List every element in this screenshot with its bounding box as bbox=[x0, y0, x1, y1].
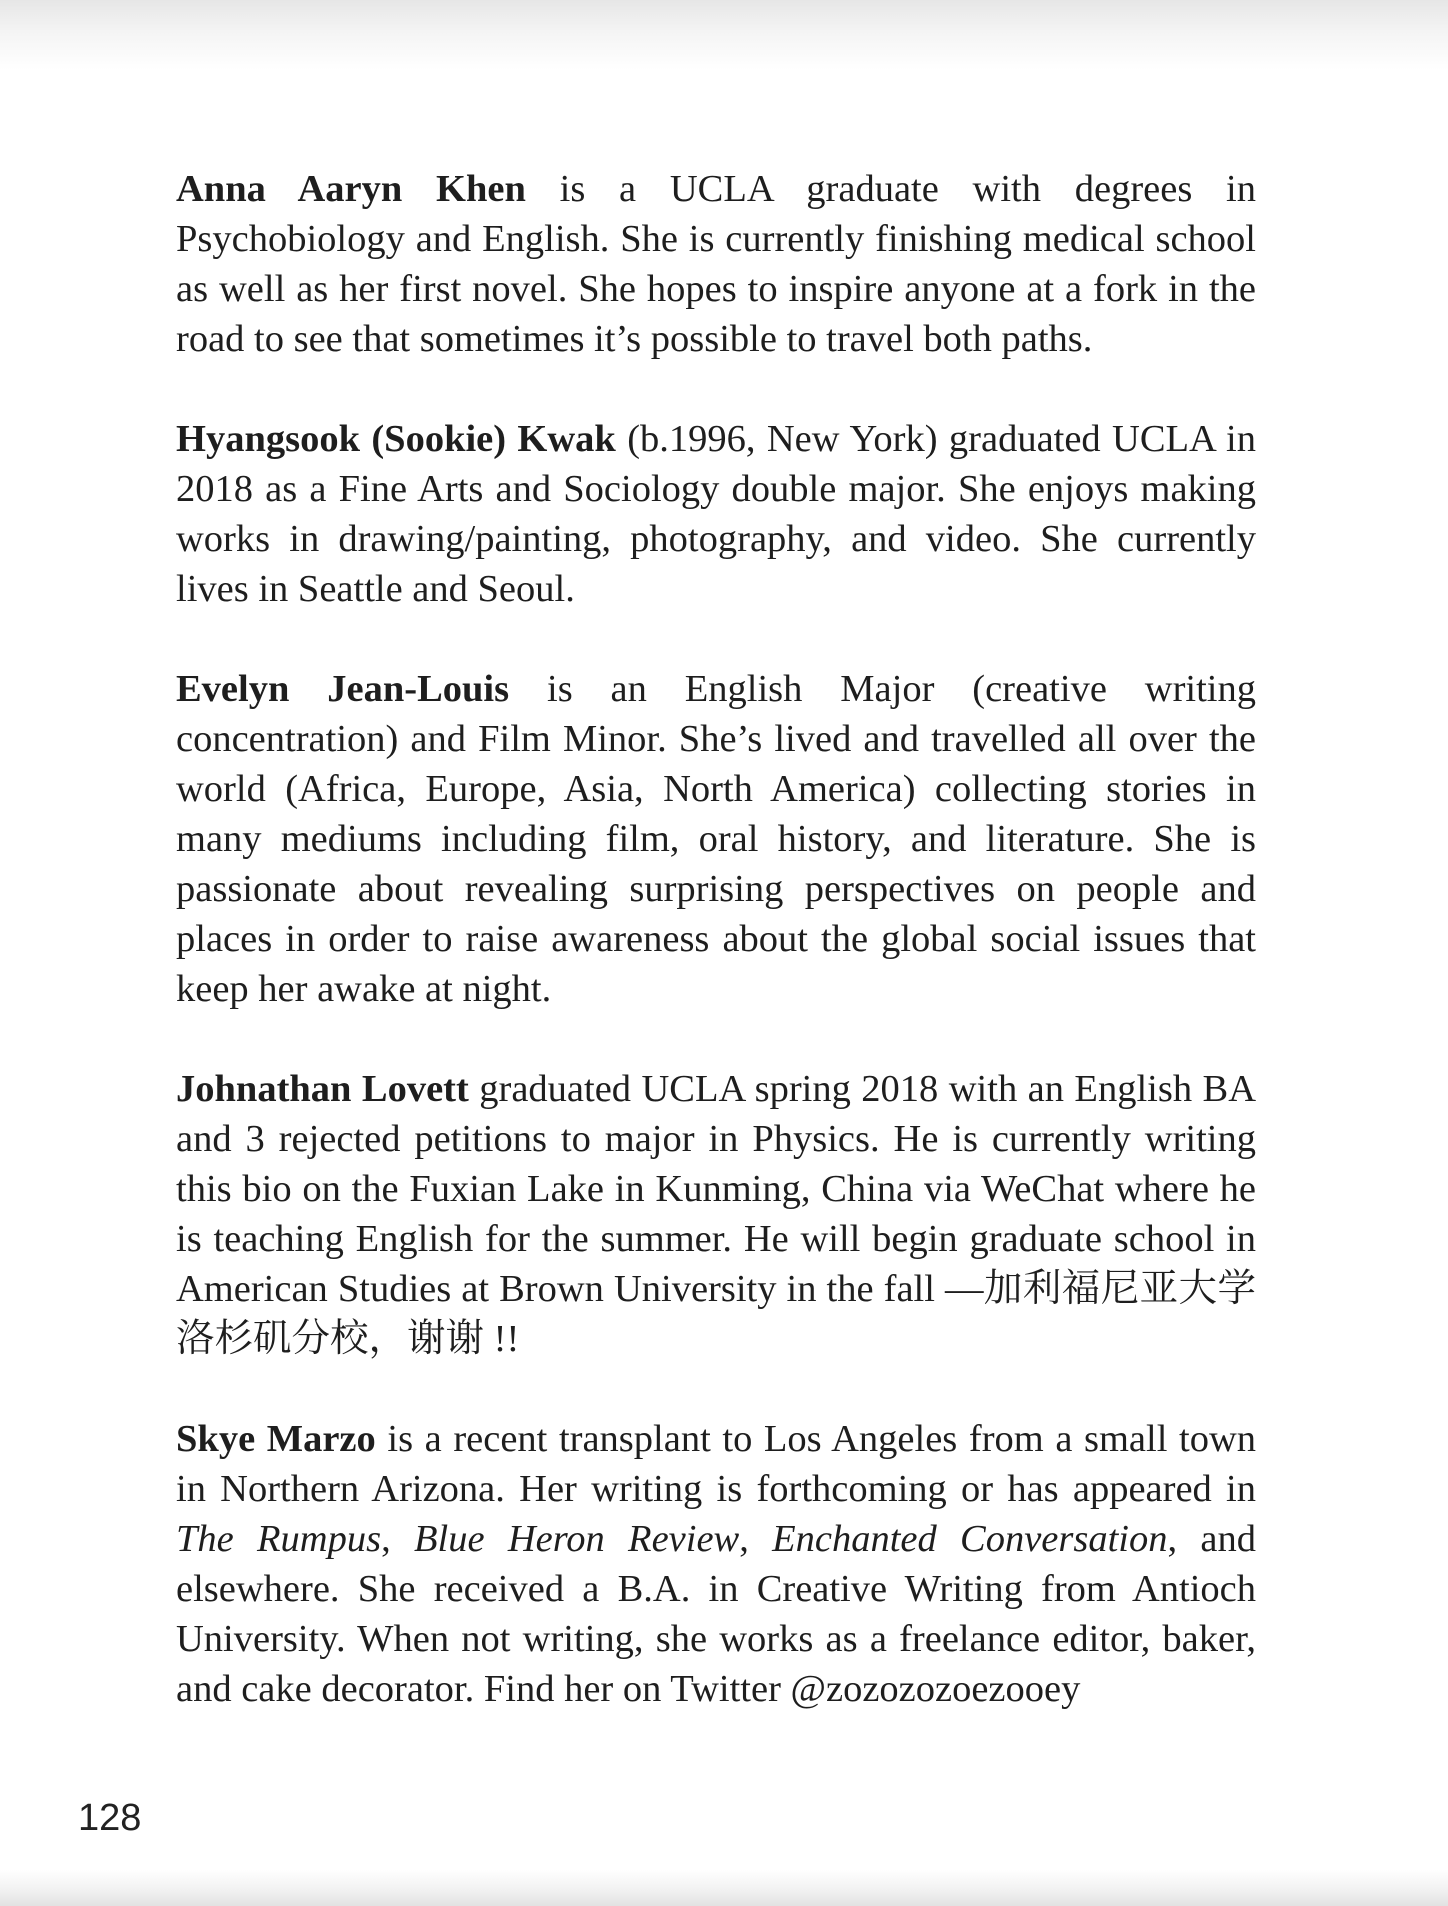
bio-name: Johnathan Lovett bbox=[176, 1068, 469, 1110]
bio-text: (b.1996, New York) graduated UCLA in 2018 as a Fine Arts and Sociology double major. She enjoys making works in drawing/painting, photography, and video. She currently lives in Seattle and Seoul. bbox=[176, 418, 1256, 610]
bio-text: is an English Major (creative writing concentration) and Film Minor. She’s lived and travelled all over the world (Africa, Europe, Asia, North America) collecting stories in many mediums including film, oral history, and literature. She is passionate about revealing surprising perspectives on people and places in order to raise awareness about the global social issues that keep her awake at night. bbox=[176, 668, 1256, 1010]
bio-name: Evelyn Jean-Louis bbox=[176, 668, 510, 710]
bio-text: , bbox=[739, 1518, 773, 1560]
bio-text: graduated UCLA spring 2018 with an English BA and 3 rejected petitions to major in Physics. He is currently writing this bio on the Fuxian Lake in Kunming, China via WeChat where he is teaching English for the summer. He will begin graduate school in American Studies at Brown University in the fall —加利福尼亚大学洛杉矶分校，谢谢 !! bbox=[176, 1068, 1256, 1360]
bio-text: is a recent transplant to Los Angeles from a small town in Northern Arizona. Her writing is forthcoming or has appeared in bbox=[176, 1418, 1256, 1510]
bio-name: Skye Marzo bbox=[176, 1418, 376, 1460]
bio-name: Anna Aaryn Khen bbox=[176, 168, 526, 210]
publication-title: The Rumpus bbox=[176, 1518, 382, 1560]
contributor-bios bbox=[176, 164, 1256, 1764]
bio-johnathan-lovett bbox=[176, 1064, 1256, 1364]
publication-title: Blue Heron Review bbox=[414, 1518, 740, 1560]
bio-anna-aaryn-khen bbox=[176, 164, 1256, 364]
bio-evelyn-jean-louis bbox=[176, 664, 1256, 1014]
bio-text: , and elsewhere. She received a B.A. in Creative Writing from Antioch University. When not writing, she works as a freelance editor, baker, and cake decorator. Find her on Twitter @zozozozoezooey bbox=[176, 1518, 1257, 1710]
page-top-shadow bbox=[0, 0, 1448, 70]
bio-skye-marzo bbox=[176, 1414, 1256, 1714]
publication-title: Enchanted Conversation bbox=[772, 1518, 1168, 1560]
bio-name: Hyangsook (Sookie) Kwak bbox=[176, 418, 616, 460]
bio-text: , bbox=[381, 1518, 414, 1560]
page-number: 128 bbox=[78, 1797, 142, 1839]
bio-text: is a UCLA graduate with degrees in Psychobiology and English. She is currently finishing medical school as well as her first novel. She hopes to inspire anyone at a fork in the road to see that sometimes it’s possible to travel both paths. bbox=[176, 168, 1256, 360]
bio-hyangsook-kwak bbox=[176, 414, 1256, 614]
page-bottom-shadow bbox=[0, 1870, 1448, 1906]
